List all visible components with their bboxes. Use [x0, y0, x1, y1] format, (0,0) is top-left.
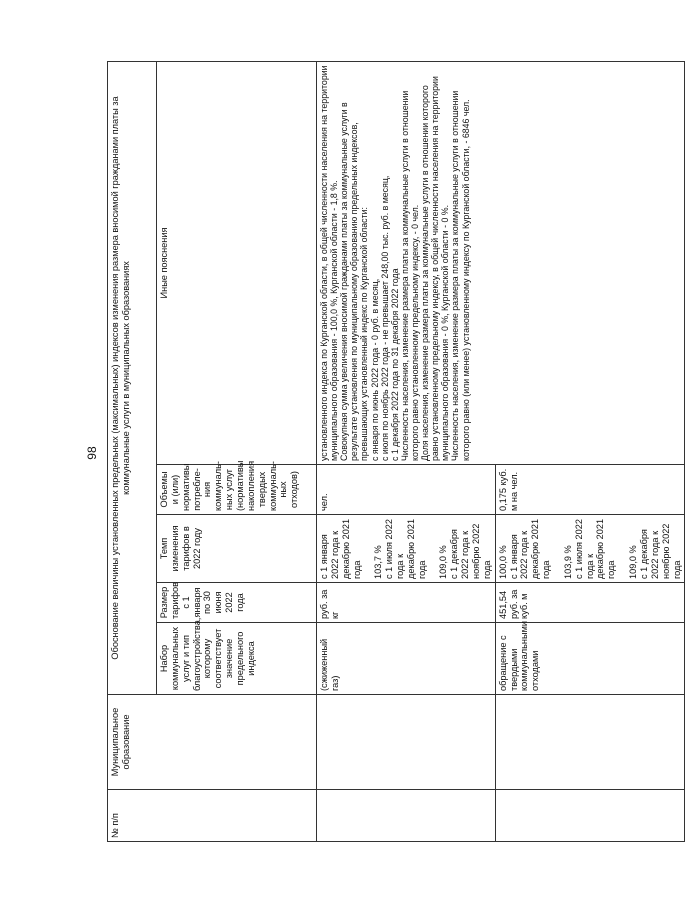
cell-service: обращение с твердыми коммунальными отходами	[495, 623, 685, 695]
cell-num	[317, 790, 496, 842]
cell-tariff: руб. за кг	[317, 583, 496, 623]
header-notes: Иные пояснения	[157, 61, 317, 464]
cell-rate: с 1 января 2022 года к декабрю 2021 года 103,7 % с 1 июля 2022 года к декабрю 2021 года 109,0 % с 1 декабря 2022 года к ноябрю 2022 года	[317, 515, 496, 583]
cell-volume: 0,175 куб. м на чел.	[495, 465, 685, 515]
header-num: № п/п	[108, 790, 317, 842]
cell-service: (сжиженный газ)	[317, 623, 496, 695]
page-number: 98	[85, 446, 99, 460]
cell-tariff: 451,54 руб. за куб. м	[495, 583, 685, 623]
table-row	[317, 61, 496, 841]
cell-municipality	[495, 695, 685, 790]
cell-volume: чел.	[317, 465, 496, 515]
rotated-table-container	[107, 62, 682, 842]
header-volumes: Объемы и (или) нормативы потребле-ния коммуналь-ных услуг (нормативы накопления твердых коммуналь-ных отходов)	[157, 465, 317, 515]
header-service-set: Набор коммунальных услуг и тип благоустройства, которому соответствует значение предельного индекса	[157, 623, 317, 695]
header-group-title: Обоснование величины установленных предельных (максимальных) индексов изменения размера вносимой гражданами платы за коммунальные услуги в муниципальных образованиях	[108, 61, 157, 694]
header-municipality: Муниципальное образование	[108, 695, 317, 790]
tariff-index-table	[107, 61, 685, 842]
cell-rate: 100,0 % с 1 января 2022 года к декабрю 2021 года 103,9 % с 1 июля 2022 года к декабрю 2021 года 109,0 % с 1 декабря 2022 года к ноябрю 2022 года	[495, 515, 685, 583]
header-tariff-rate: Темп изменения тарифов в 2022 году	[157, 515, 317, 583]
cell-num	[495, 790, 685, 842]
cell-municipality	[317, 695, 496, 790]
header-row-top	[108, 61, 157, 841]
cell-notes: установленного индекса по Курганской области, в общей численности населения на территории муниципального образования - 100,0 %, Курганской области - 1,8 %. Совокупная сумма увеличения вносимой гражданами платы за коммунальные услуги в результате установления по муниципальному образованию предельных индексов, превышающих установленный индекс по Курганской области: с января по июнь 2022 года - 0 руб. в месяц, с июля по ноябрь 2022 года - не превышает 248,00 тыс. руб. в месяц, с 1 декабря 2022 года по 31 декабря 2022 года Численность населения, изменение размера платы за коммунальные услуги в отношении которого равно установленному предельному индексу, - 0 чел. Доля населения, изменение размера платы за коммунальные услуги в отношении которого равно установленному предельному индексу, в общей численности населения на территории муниципального образования - 0 %, Курганской области - 0 %. Численность населения, изменение размера платы за коммунальные услуги в отношении которого равно (или менее) установленному индексу по Курганской области, - 6846 чел.	[317, 61, 685, 464]
header-tariff-size: Размер тарифов с 1 января по 30 июня 2022 года	[157, 583, 317, 623]
